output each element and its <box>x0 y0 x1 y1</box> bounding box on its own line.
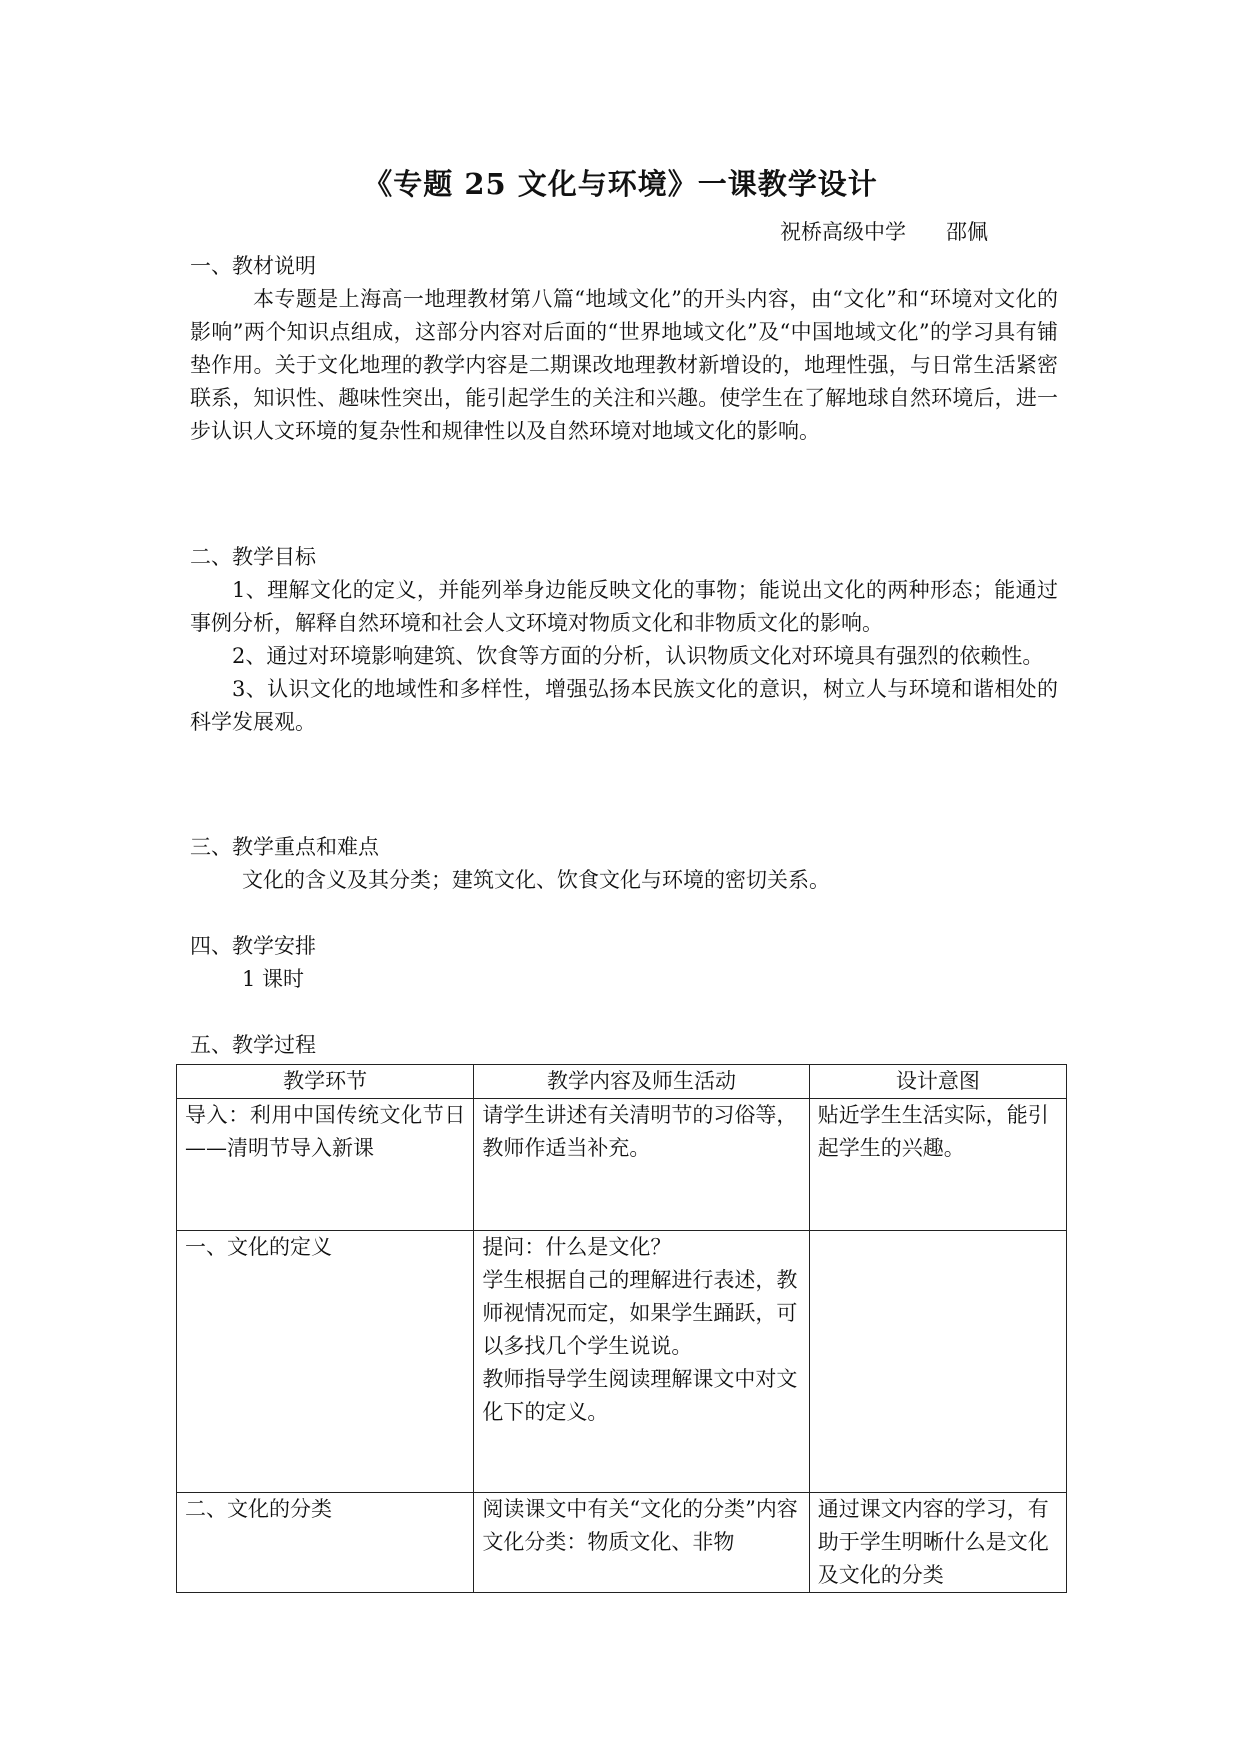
section-heading: 三、教学重点和难点 <box>190 835 379 859</box>
stage-cell: 二、文化的分类 <box>177 1493 474 1593</box>
objective-item: 1、理解文化的定义，并能列举身边能反映文化的事物；能说出文化的两种形态；能通过事例分析，解释自然环境和社会人文环境对物质文化和非物质文化的影响。 <box>190 578 1058 635</box>
activity-line: 教师指导学生阅读理解课文中对文化下的定义。 <box>482 1367 798 1424</box>
intent-cell: 贴近学生生活实际，能引起学生的兴趣。 <box>809 1099 1066 1231</box>
section-process <box>190 1029 1058 1062</box>
section-text: 1 课时 <box>242 967 305 991</box>
section-paragraph: 本专题是上海高一地理教材第八篇“地域文化”的开头内容，由“文化”和“环境对文化的影响”两个知识点组成，这部分内容对后面的“世界地域文化”及“中国地域文化”的学习具有铺垫作用。关于文化地理的教学内容是二期课改地理教材新增设的，地理性强，与日常生活紧密联系，知识性、趣味性突出，能引起学生的关注和兴趣。使学生在了解地球自然环境后，进一步认识人文环境的复杂性和规律性以及自然环境对地域文化的影响。 <box>190 287 1058 443</box>
process-table <box>176 1064 1067 1593</box>
intent-cell: 通过课文内容的学习，有助于学生明晰什么是文化及文化的分类 <box>809 1493 1066 1593</box>
table-row <box>177 1099 1067 1231</box>
section-text: 文化的含义及其分类；建筑文化、饮食文化与环境的密切关系。 <box>242 868 830 892</box>
section-heading: 四、教学安排 <box>190 934 316 958</box>
intent-cell <box>809 1231 1066 1493</box>
activity-line: 请学生讲述有关清明节的习俗等，教师作适当补充。 <box>482 1103 798 1160</box>
table-header-cell: 设计意图 <box>809 1065 1066 1099</box>
objective-item: 3、认识文化的地域性和多样性，增强弘扬本民族文化的意识，树立人与环境和谐相处的科学发展观。 <box>190 677 1058 734</box>
table-header-row <box>177 1065 1067 1099</box>
activity-line: 提问：什么是文化？ <box>482 1235 672 1259</box>
objective-item: 2、通过对环境影响建筑、饮食等方面的分析，认识物质文化对环境具有强烈的依赖性。 <box>232 644 1044 668</box>
document-title: 《专题 25 文化与环境》一课教学设计 <box>363 167 878 201</box>
section-materials <box>190 250 1058 448</box>
section-key-points <box>190 831 1058 897</box>
activity-cell <box>474 1493 809 1593</box>
section-heading: 一、教材说明 <box>190 254 316 278</box>
section-heading: 五、教学过程 <box>190 1033 316 1057</box>
table-row <box>177 1493 1067 1593</box>
activity-line: 文化分类：物质文化、非物 <box>482 1530 735 1554</box>
stage-cell: 一、文化的定义 <box>177 1231 474 1493</box>
activity-cell <box>474 1231 809 1493</box>
section-heading: 二、教学目标 <box>190 545 316 569</box>
author-line: 祝桥高级中学 邵佩 <box>780 220 989 244</box>
table-header-cell: 教学环节 <box>177 1065 474 1099</box>
table-row <box>177 1231 1067 1493</box>
table-header-cell: 教学内容及师生活动 <box>474 1065 809 1099</box>
section-schedule <box>190 930 1058 996</box>
activity-line: 学生根据自己的理解进行表述，教师视情况而定，如果学生踊跃，可以多找几个学生说说。 <box>482 1268 798 1358</box>
activity-line: 阅读课文中有关“文化的分类”内容 <box>482 1497 798 1521</box>
section-objectives <box>190 541 1058 739</box>
activity-cell <box>474 1099 809 1231</box>
stage-cell: 导入：利用中国传统文化节日——清明节导入新课 <box>177 1099 474 1231</box>
